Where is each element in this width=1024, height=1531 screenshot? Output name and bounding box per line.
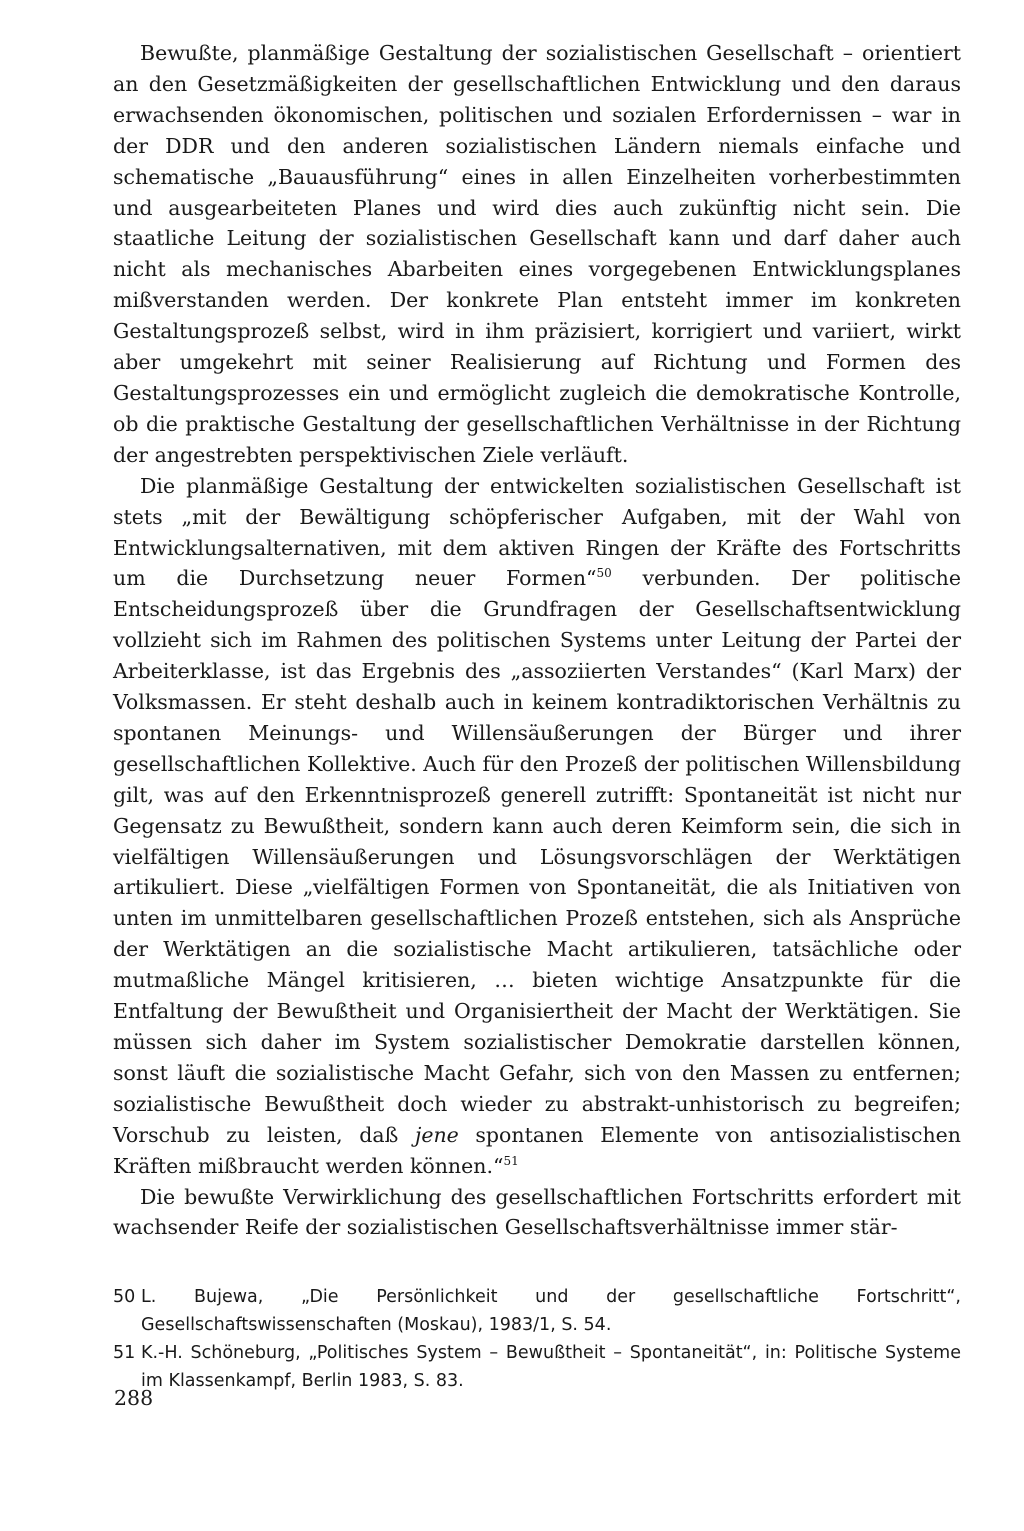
paragraph-1 bbox=[113, 38, 961, 471]
emphasized-word: jene bbox=[414, 1122, 459, 1147]
footnote-50 bbox=[113, 1283, 961, 1339]
footnote-text: K.-H. Schöneburg, „Politisches System – Bewußtheit – Spontaneität“, in: Politische Systeme im Klassenkampf, Berlin 1983, S. 83. bbox=[141, 1343, 961, 1392]
footnote-number: 51 bbox=[113, 1343, 136, 1364]
paragraph-3-text: Die bewußte Verwirklichung des gesellschaftlichen Fortschritts erfordert mit wachsender Reife der sozialistischen Gesellschaftsverhältnisse immer stär- bbox=[113, 1184, 961, 1240]
footnote-ref-51[interactable]: 51 bbox=[503, 1153, 519, 1168]
paragraph-2-text-a: Die planmäßige Gestaltung der entwickelten sozialistischen Gesellschaft ist stets „mit der Bewältigung schöpferischer Aufgaben, mit der Wahl von Entwicklungsalternativen, mit dem aktiven Ringen der Kräfte des Fortschritts um die Durchsetzung neuer Formen“ bbox=[113, 473, 961, 591]
footnotes bbox=[113, 1283, 961, 1395]
paragraph-2-text-b: verbunden. Der politische Entscheidungsprozeß über die Grundfragen der Gesellschaftsentwicklung vollzieht sich im Rahmen des politischen Systems unter Leitung der Partei der Arbeiterklasse, ist das Ergebnis des „assoziierten Verstandes“ (Karl Marx) der Volksmassen. Er steht deshalb auch in keinem kontradiktorischen Verhältnis zu spontanen Meinungs- und Willensäußerungen der Bürger und ihrer gesellschaftlichen Kollektive. Auch für den Prozeß der politischen Willensbildung gilt, was auf den Erkenntnisprozeß generell zutrifft: Spontaneität ist nicht nur Gegensatz zu Bewußtheit, sondern kann auch deren Keimform sein, die sich in vielfältigen Willensäußerungen und Lösungsvorschlägen der Werktätigen artikuliert. Diese „vielfältigen Formen von Spontaneität, die als Initiativen von unten im unmittelbaren gesellschaftlichen Prozeß entstehen, sich als Ansprüche der Werktätigen an die sozialistische Macht artikulieren, tatsächliche oder mutmaßliche Mängel kritisieren, … bieten wichtige Ansatzpunkte für die Entfaltung der Bewußtheit und Organisiertheit der Macht der Werktätigen. Sie müssen sich daher im System sozialistischer Demokratie darstellen können, sonst läuft die sozialistische Macht Gefahr, sich von den Massen zu entfernen; sozialistische Bewußtheit doch wieder zu abstrakt-unhistorisch zu begreifen; Vorschub zu leisten, daß bbox=[113, 566, 962, 1147]
page-body bbox=[113, 38, 961, 1395]
page-number: 288 bbox=[114, 1386, 154, 1410]
paragraph-2 bbox=[113, 471, 961, 1182]
footnote-text: L. Bujewa, „Die Persönlichkeit und der gesellschaftliche Fortschritt“, Gesellschaftswissenschaften (Moskau), 1983/1, S. 54. bbox=[141, 1287, 961, 1336]
paragraph-1-text: Bewußte, planmäßige Gestaltung der sozialistischen Gesellschaft – orientiert an den Gesetzmäßigkeiten der gesellschaftlichen Entwicklung und den daraus erwachsenden ökonomischen, politischen und sozialen Erfordernissen – war in der DDR und den anderen sozialistischen Ländern niemals einfache und schematische „Bauausführung“ eines in allen Einzelheiten vorherbestimmten und ausgearbeiteten Planes und wird dies auch zukünftig nicht sein. Die staatliche Leitung der sozialistischen Gesellschaft kann und darf daher auch nicht als mechanisches Abarbeiten eines vorgegebenen Entwicklungsplanes mißverstanden werden. Der konkrete Plan entsteht immer im konkreten Gestaltungsprozeß selbst, wird in ihm präzisiert, korrigiert und variiert, wirkt aber umgekehrt mit seiner Realisierung auf Richtung und Formen des Gestaltungsprozesses ein und ermöglicht zugleich die demokratische Kontrolle, ob die praktische Gestaltung der gesellschaftlichen Verhältnisse in der Richtung der angestrebten perspektivischen Ziele verläuft. bbox=[113, 41, 961, 467]
paragraph-3 bbox=[113, 1182, 961, 1244]
footnote-number: 50 bbox=[113, 1287, 136, 1308]
footnote-51 bbox=[113, 1339, 961, 1395]
footnote-ref-50[interactable]: 50 bbox=[596, 566, 612, 581]
paragraph-2-text-c: spontanen Elemente von antisozialistischen Kräften mißbraucht werden können.“ bbox=[113, 1122, 961, 1178]
